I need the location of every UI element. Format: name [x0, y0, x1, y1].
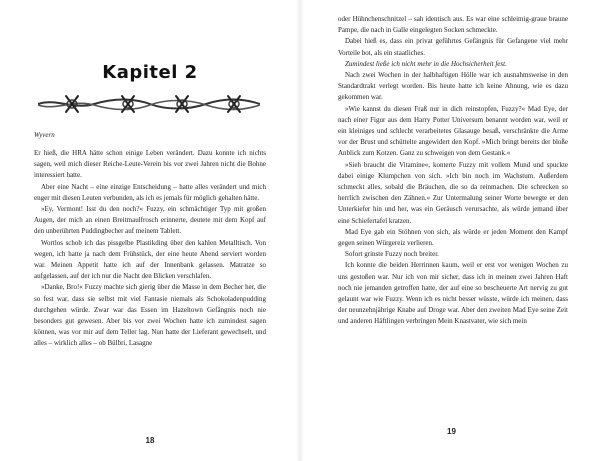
right-body-text [338, 14, 568, 328]
paragraph: oder Hühnchenschnitzel – sah identisch aus. Es war eine schleimig-graue braune Pampe, die nach in Galle eingelegten Socken schmeckte. [338, 15, 568, 35]
page-number-right: 19 [447, 427, 456, 436]
left-body-text [34, 148, 266, 350]
paragraph: Mad Eye gab ein Stöhnen von sich, als würde er jeden Moment den Kampf gegen seinen Würgereiz verlieren. [338, 227, 568, 248]
section-label: Wyvern [34, 131, 55, 139]
paragraph: »Wie kannst du diesen Fraß nur in dich reinstopfen, Fuzzy?« Mad Eye, der nach einer Figur aus dem Harry Potter Universum benannt worden war, weil er ein kleiniges und schlecht verarbeitetes Glasauge besaß, verschränkte die Arme vor der Brust und schüttelte angewidert den Kopf. »Mich bringt bereits der bloße Anblick zum Kotzen. Ganz zu schweigen von dem Gestank.« [338, 104, 568, 158]
paragraph: Ich konnte die beiden Herrinnen kaum, weil er erst vor wenigen Wochen zu uns gestoßen war. Nur ich von mir sicher, dass ich in meinen zwei Jahren Haft noch nie jemanden getroffen hatte, der auf eine so bescheuerte Art nervig zu gut gelaunt war wie Fuzzy. Wenn ich es nicht besser wüsste, würde ich meinen, dass der neunzehnjährige Knabe auf Droge war. Aber den zweiten Mad Eye seine Zeit und anderen Häftlingen verbringen Mein Knastvater, wie sich mein [338, 261, 568, 326]
page-number-text: 18 [145, 436, 155, 445]
paragraph: Dabei hieß es, dass ein privat geführtes Gefängnis für Gefangene viel mehr Vorteile bot, als ein staatliches. [338, 37, 568, 57]
paragraph: Aber eine Nacht – eine einzige Entscheidung – hatte alles verändert und mich enger mit diesen Leuten verbunden, als ich es jemals für möglich gehalten hätte. [34, 182, 266, 202]
paragraph: »Ey, Vermont! Isst du den noch?« Fuzzy, ein schmächtiger Typ mit großen Augen, der mich an einen Breitmaulfrosch erinnerte, deutete mit dem Kopf auf den unberührten Puddingbecher auf meinem Tablett. [34, 205, 266, 236]
paragraph: »Danke, Bro!« Fuzzy machte sich gierig über die Masse in dem Becher her, die so fest war, dass sie selbst mit viel Fantasie niemals als Schokoladenpudding durchgehen würde. Zwar war das Essen im Hazeltown Gefängnis noch nie besonders gut gewesen. Aber bis vor zwei Wochen hatte ich zumindest sagen können, was vor mir auf dem Teller lag. Nun hatte der Lieferant gewechselt, und alles – wirklich alles – ob Bülbri, Lasagne [34, 283, 266, 348]
paragraph: Zumindest ließe ich nicht mehr in die Hochsicherheit fest. [345, 59, 507, 68]
right-page [300, 0, 600, 461]
paragraph: Nach zwei Wochen in der halbhaftigen Hölle war ich ausnahmsweise in den Standardtrakt verlegt worden. Bis heute hatte ich keine Ahnung, wie es dazu gekommen war. [338, 71, 568, 102]
chapter-title: Kapitel 2 [102, 62, 198, 83]
paragraph: Wortlos schob ich das pissgelbe Plastikding über den kahlen Metalltisch. Von wegen, ich hatte ja nach dem Frühstück, der eine heute Abend serviert worden war. Meinen Appetit hatte ich auf der Innenbank gelassen. Matratze so aufgelassen, auf der ich nur die Nacht den Blicken verschlafen. [34, 238, 266, 281]
paragraph: Sofort grinste Fuzzy noch breiter. [345, 250, 439, 259]
paragraph: Er hieß, die HRA hätte schon einige Leben verändert. Dazu konnte ich nichts sagen, weil mich dieser Reiche-Leute-Verein bis vor zwei Jahren nicht die Bohne interessiert hatte. [34, 149, 266, 180]
barbed-wire-ornament [38, 92, 260, 116]
paragraph: »Sieh braucht die Vitamine«, konterte Fuzzy mit vollem Mund und spuckte dabei einige Klumpchen von sich. »Ich bin noch im Wachstum. Außerdem schmeckt alles, sobald die Bräuchen, die so da reinmachen. Die schrecken so herrlich zwischen den Zähnen.« Zur Untermalung seiner Worte bewegte er den Unterkiefer hin und her, was ein Geräusch verursachte, als würde jemand über eine Schiefertafel kratzen. [338, 160, 568, 225]
